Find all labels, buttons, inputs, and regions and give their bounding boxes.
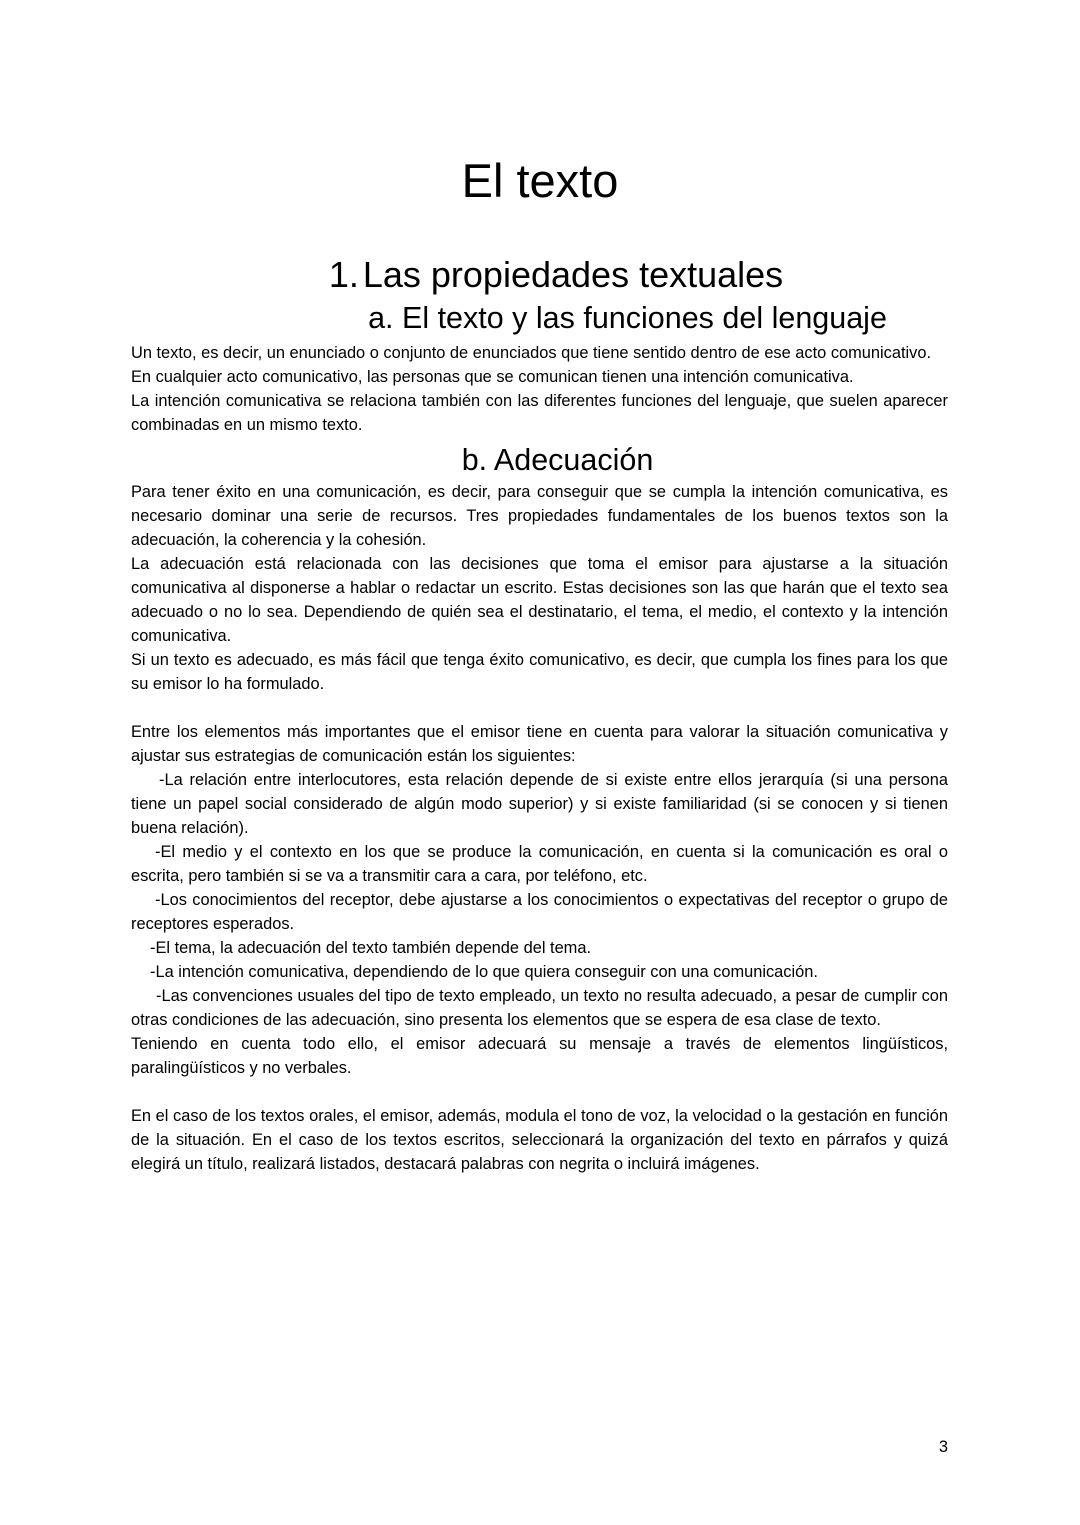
subsection-a-paragraph: Un texto, es decir, un enunciado o conjunto de enunciados que tiene sentido dentro de ese acto comunicativo. bbox=[131, 344, 932, 362]
page-number: 3 bbox=[938, 1438, 948, 1456]
paragraph-spacer bbox=[131, 696, 948, 720]
closing-paragraph: En el caso de los textos orales, el emisor, además, modula el tono de voz, la velocidad o la gestación en función de la situación. En el caso de los textos escritos, seleccionará la organización del texto en párrafos y quizá elegirá un título, realizará listados, destacará palabras con negrita o incluirá imágenes. bbox=[131, 1107, 948, 1173]
list-item: -La relación entre interlocutores, esta relación depende de si existe entre ellos jerarquía (si una persona tiene un papel social considerado de algún modo superior) y si existe familiaridad (si se conocen y si tienen buena relación). bbox=[131, 771, 948, 837]
section-heading-text: Las propiedades textuales bbox=[362, 254, 784, 295]
subsection-b-paragraph: Entre los elementos más importantes que el emisor tiene en cuenta para valorar la situación comunicativa y ajustar sus estrategias de comunicación están los siguientes: bbox=[131, 723, 948, 765]
subsection-b-paragraph: Para tener éxito en una comunicación, es decir, para conseguir que se cumpla la intención comunicativa, es necesario dominar una serie de recursos. Tres propiedades fundamentales de los buenos textos son la adecuación, la coherencia y la cohesión. bbox=[131, 483, 948, 549]
list-item: -El medio y el contexto en los que se produce la comunicación, en cuenta si la comunicación es oral o escrita, pero también si se va a transmitir cara a cara, por teléfono, etc. bbox=[131, 843, 948, 885]
section-number: 1. bbox=[328, 254, 359, 295]
subsection-b-heading: b. Adecuación bbox=[461, 443, 654, 477]
paragraph-spacer bbox=[131, 1080, 948, 1104]
list-item: -El tema, la adecuación del texto también depende del tema. bbox=[150, 939, 592, 957]
subsection-a-paragraph: En cualquier acto comunicativo, las personas que se comunican tienen una intención comunicativa. bbox=[131, 368, 854, 386]
closing-paragraph: Teniendo en cuenta todo ello, el emisor adecuará su mensaje a través de elementos lingüísticos, paralingüísticos y no verbales. bbox=[131, 1035, 948, 1077]
subsection-b-paragraph: Si un texto es adecuado, es más fácil que tenga éxito comunicativo, es decir, que cumpla los fines para los que su emisor lo ha formulado. bbox=[131, 651, 948, 693]
list-item: -Los conocimientos del receptor, debe ajustarse a los conocimientos o expectativas del receptor o grupo de receptores esperados. bbox=[131, 891, 948, 933]
list-item: -La intención comunicativa, dependiendo de lo que quiera conseguir con una comunicación. bbox=[150, 963, 818, 981]
subsection-b-paragraph: La adecuación está relacionada con las decisiones que toma el emisor para ajustarse a la situación comunicativa al disponerse a hablar o redactar un escrito. Estas decisiones son las que harán que el texto sea adecuado o no lo sea. Dependiendo de quién sea el destinatario, el tema, el medio, el contexto y la intención comunicativa. bbox=[131, 555, 948, 645]
subsection-a-heading: a. El texto y las funciones del lenguaje bbox=[368, 301, 887, 335]
list-item: -Las convenciones usuales del tipo de texto empleado, un texto no resulta adecuado, a pesar de cumplir con otras condiciones de las adecuación, sino presenta los elementos que se espera de esa clase de texto. bbox=[131, 987, 948, 1029]
document-body bbox=[131, 298, 948, 1176]
section-heading bbox=[0, 252, 1080, 298]
subsection-a-paragraph: La intención comunicativa se relaciona también con las diferentes funciones del lenguaje, que suelen aparecer combinadas en un mismo texto. bbox=[131, 392, 948, 434]
document-title: El texto bbox=[461, 154, 619, 207]
